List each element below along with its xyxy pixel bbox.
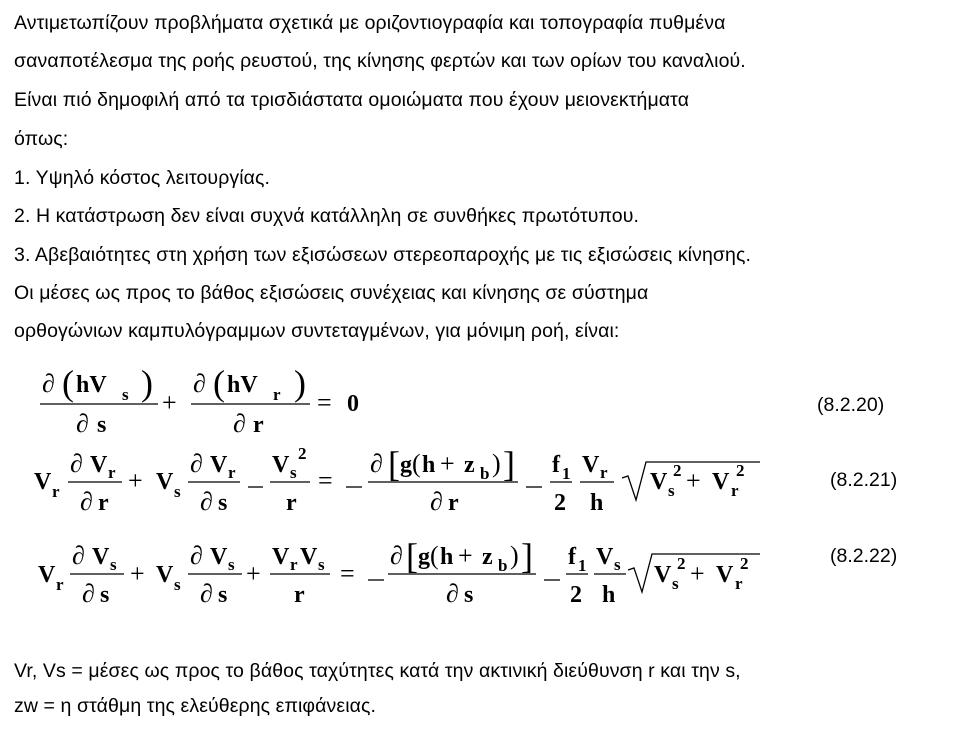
number-2: 2 [554, 490, 566, 516]
intro-line-1: Αντιμετωπίζουν προβλήματα σχετικά με οριζοντιογραφία και τοπογραφία πυθμένα [14, 12, 726, 34]
sub-r: r [600, 463, 608, 482]
partial-symbol: ∂ [390, 541, 403, 570]
equation-8-2-20 [40, 363, 884, 438]
symbol-h: h [440, 544, 454, 570]
plus-sign: + [162, 388, 177, 417]
footer-line-2: zw = η στάθμη της ελεύθερης επιφάνειας. [14, 695, 377, 717]
bracket-close: ] [503, 444, 515, 484]
partial-symbol: ∂ [370, 449, 383, 478]
eq1-rhs: 0 [347, 391, 359, 417]
sub-1: 1 [562, 464, 571, 483]
symbol-V: V [654, 562, 672, 588]
sub-s: s [174, 575, 181, 594]
partial-symbol: ∂ [42, 369, 55, 398]
sub-s: s [174, 482, 181, 501]
partial-symbol: ∂ [82, 579, 95, 608]
plus-sign: + [690, 559, 705, 588]
sub-r: r [290, 555, 298, 574]
symbol-h: h [422, 452, 436, 478]
symbol-V: V [596, 544, 614, 570]
symbol-V: V [716, 562, 734, 588]
sub-s: s [228, 555, 235, 574]
partial-symbol: ∂ [430, 487, 443, 516]
intro-line-2: σαναποτέλεσμα της ροής ρευστού, της κίνησης φερτών και των ορίων του καναλιού. [14, 50, 746, 72]
symbol-V: V [272, 452, 290, 478]
plus-sign: + [246, 559, 261, 588]
partial-symbol: ∂ [80, 487, 93, 516]
equals-sign: = [340, 559, 355, 588]
symbol-g: g [400, 452, 412, 478]
list-item-3: 3. Αβεβαιότητες στη χρήση των εξισώσεων στερεοπαροχής με τις εξισώσεις κίνησης. [14, 244, 752, 266]
bracket-close: ] [521, 536, 533, 576]
symbol-r: r [448, 490, 459, 516]
footer-line-1: Vr, Vs = μέσες ως προς το βάθος ταχύτητες κατά την ακτινική διεύθυνση r και την s, [14, 660, 741, 682]
sub-r: r [52, 482, 60, 501]
symbol-V: V [156, 562, 174, 588]
symbol-V: V [34, 469, 52, 495]
eq1-denominator-2: r [253, 412, 264, 438]
symbol-V: V [90, 452, 108, 478]
symbol-h: h [602, 582, 616, 608]
partial-symbol: ∂ [193, 369, 206, 398]
symbol-z: z [482, 544, 493, 570]
symbol-V: V [272, 544, 290, 570]
superscript-2: 2 [673, 461, 682, 480]
symbol-V: V [210, 452, 228, 478]
bracket-open: [ [406, 536, 418, 576]
paren-close: ) [492, 449, 501, 478]
paragraph-line-1: Οι μέσες ως προς το βάθος εξισώσεις συνέχειας και κίνησης σε σύστημα [14, 282, 649, 304]
symbol-r: r [294, 582, 305, 608]
symbol-V: V [92, 544, 110, 570]
intro-line-3: Είναι πιό δημοφιλή από τα τρισδιάστατα ομοιώματα που έχουν μειονεκτήματα [14, 89, 690, 111]
list-item-2: 2. Η κατάστρωση δεν είναι συχνά κατάλληλη σε συνθήκες πρωτότυπου. [14, 205, 640, 227]
eq1-numerator-main: hV [76, 372, 107, 398]
sub-s: s [672, 574, 679, 593]
equation-8-2-22 [38, 536, 897, 608]
sub-s: s [110, 555, 117, 574]
sub-r: r [228, 463, 236, 482]
sub-r: r [735, 574, 743, 593]
superscript-2: 2 [740, 554, 749, 573]
partial-symbol: ∂ [190, 449, 203, 478]
sub-r: r [108, 463, 116, 482]
paren-open: ( [412, 449, 421, 478]
symbol-h: h [590, 490, 604, 516]
number-2: 2 [570, 582, 582, 608]
symbol-g: g [418, 544, 430, 570]
sub-b: b [498, 556, 508, 575]
paren-open: ( [430, 541, 439, 570]
partial-symbol: ∂ [76, 409, 89, 438]
plus-sign: + [686, 466, 701, 495]
partial-symbol: ∂ [70, 449, 83, 478]
symbol-V: V [38, 562, 56, 588]
symbol-r: r [286, 490, 297, 516]
plus-sign: + [128, 466, 143, 495]
sub-s: s [614, 555, 621, 574]
symbol-s: s [464, 582, 474, 608]
plus-sign: + [130, 559, 145, 588]
plus-sign: + [440, 449, 455, 478]
equals-sign: = [318, 466, 333, 495]
sub-s: s [290, 463, 297, 482]
intro-line-4: όπως: [14, 128, 69, 150]
partial-symbol: ∂ [190, 541, 203, 570]
bracket-open: [ [388, 444, 400, 484]
symbol-s: s [218, 490, 228, 516]
partial-symbol: ∂ [233, 409, 246, 438]
paren-open: ( [213, 363, 225, 403]
symbol-s: s [100, 582, 110, 608]
superscript-2: 2 [736, 461, 745, 480]
symbol-s: s [218, 582, 228, 608]
paren-close: ) [510, 541, 519, 570]
plus-sign: + [458, 541, 473, 570]
superscript-2: 2 [298, 444, 307, 463]
symbol-V: V [650, 469, 668, 495]
sub-r: r [731, 481, 739, 500]
partial-symbol: ∂ [200, 487, 213, 516]
equation-number-8-2-21: (8.2.21) [830, 469, 898, 491]
symbol-V: V [210, 544, 228, 570]
paren-open: ( [62, 363, 74, 403]
sub-1: 1 [578, 556, 587, 575]
equation-8-2-21 [34, 444, 897, 516]
list-item-1: 1. Υψηλό κόστος λειτουργίας. [14, 167, 271, 189]
eq1-numerator-main-2: hV [227, 372, 258, 398]
paren-close: ) [294, 363, 306, 403]
paragraph-line-2: ορθογώνιων καμπυλόγραμμων συντεταγμένων, για μόνιμη ροή, είναι: [14, 320, 620, 342]
symbol-r: r [98, 490, 109, 516]
sub-r: r [56, 575, 64, 594]
equals-sign: = [317, 388, 332, 417]
symbol-f: f [552, 452, 560, 478]
partial-symbol: ∂ [200, 579, 213, 608]
eq1-numerator-sub: s [122, 385, 129, 404]
symbol-V: V [156, 469, 174, 495]
sub-s: s [318, 555, 325, 574]
symbol-V: V [582, 452, 600, 478]
symbol-f: f [568, 544, 576, 570]
superscript-2: 2 [677, 554, 686, 573]
equation-number-8-2-20: (8.2.20) [817, 394, 885, 416]
sub-s: s [668, 481, 675, 500]
eq1-numerator-sub-2: r [273, 385, 281, 404]
symbol-V: V [712, 469, 730, 495]
equation-number-8-2-22: (8.2.22) [830, 545, 898, 567]
symbol-V: V [300, 544, 318, 570]
paren-close: ) [141, 363, 153, 403]
symbol-z: z [464, 452, 475, 478]
eq1-denominator: s [97, 412, 107, 438]
partial-symbol: ∂ [72, 541, 85, 570]
partial-symbol: ∂ [446, 579, 459, 608]
sub-b: b [480, 464, 490, 483]
